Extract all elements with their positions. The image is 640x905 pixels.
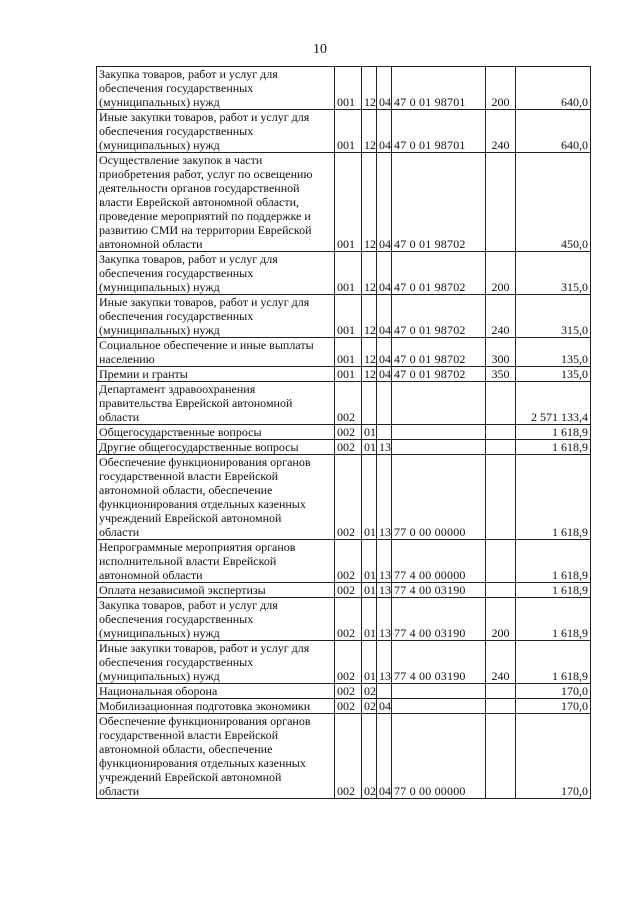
table-row (97, 153, 591, 252)
item-name-line: автономной области, обеспечение (99, 742, 273, 756)
cell-grbs: 002 (335, 598, 362, 641)
item-name-line: автономной области (99, 237, 203, 251)
cell-grbs: 002 (335, 440, 362, 455)
item-name-line: области (99, 525, 140, 539)
cell-item-name (97, 425, 335, 440)
cell-amount: 135,0 (516, 338, 591, 367)
cell-grbs: 001 (335, 252, 362, 295)
item-name-line: области (99, 410, 140, 424)
cell-amount: 1 618,9 (516, 540, 591, 583)
budget-table (96, 66, 591, 799)
cell-section: 12 (362, 67, 377, 110)
cell-section: 01 (362, 641, 377, 684)
cell-expense-type (486, 714, 516, 799)
item-name-line: функционирования отдельных казенных (99, 497, 306, 511)
table-row (97, 367, 591, 382)
budget-table-body (97, 67, 591, 799)
cell-target-article: 47 0 01 98702 (392, 153, 486, 252)
cell-target-article (392, 440, 486, 455)
cell-amount: 450,0 (516, 153, 591, 252)
table-row (97, 425, 591, 440)
item-name-line: обеспечения государственных (99, 655, 254, 669)
cell-item-name (97, 67, 335, 110)
table-row (97, 252, 591, 295)
item-name-line: (муниципальных) нужд (99, 669, 220, 683)
item-name-line: Обеспечение функционирования органов (99, 455, 311, 469)
cell-grbs: 002 (335, 455, 362, 540)
table-row (97, 67, 591, 110)
cell-item-name (97, 699, 335, 714)
item-name-line: государственной власти Еврейской (99, 469, 279, 483)
cell-expense-type: 240 (486, 641, 516, 684)
cell-section: 02 (362, 684, 377, 699)
cell-expense-type (486, 455, 516, 540)
item-name-line: Иные закупки товаров, работ и услуг для (99, 641, 310, 655)
cell-subsection: 04 (377, 110, 392, 153)
cell-section: 01 (362, 540, 377, 583)
cell-expense-type (486, 153, 516, 252)
cell-section: 01 (362, 598, 377, 641)
cell-expense-type: 350 (486, 367, 516, 382)
cell-target-article (392, 699, 486, 714)
item-name-line: обеспечения государственных (99, 81, 254, 95)
cell-target-article: 47 0 01 98702 (392, 295, 486, 338)
item-name-line: обеспечения государственных (99, 309, 254, 323)
item-name-line: (муниципальных) нужд (99, 95, 220, 109)
cell-grbs: 001 (335, 295, 362, 338)
cell-grbs: 002 (335, 641, 362, 684)
table-row (97, 684, 591, 699)
cell-amount: 170,0 (516, 699, 591, 714)
table-row (97, 110, 591, 153)
cell-amount: 2 571 133,4 (516, 382, 591, 425)
item-name-line: автономной области, обеспечение (99, 483, 273, 497)
cell-subsection: 04 (377, 699, 392, 714)
cell-target-article: 47 0 01 98702 (392, 252, 486, 295)
table-row (97, 338, 591, 367)
cell-grbs: 002 (335, 382, 362, 425)
cell-subsection: 04 (377, 67, 392, 110)
cell-subsection: 13 (377, 440, 392, 455)
cell-target-article: 47 0 01 98701 (392, 110, 486, 153)
item-name-line: автономной области (99, 568, 203, 582)
item-name-line: населению (99, 352, 155, 366)
cell-expense-type (486, 684, 516, 699)
cell-grbs: 001 (335, 67, 362, 110)
cell-grbs: 002 (335, 699, 362, 714)
cell-item-name (97, 540, 335, 583)
cell-amount: 1 618,9 (516, 455, 591, 540)
cell-grbs: 002 (335, 425, 362, 440)
item-name-line: проведение мероприятий по поддержке и (99, 209, 311, 223)
cell-section (362, 382, 377, 425)
cell-target-article: 77 0 00 00000 (392, 714, 486, 799)
item-name-line: Общегосударственные вопросы (99, 425, 262, 439)
cell-subsection (377, 382, 392, 425)
cell-target-article (392, 684, 486, 699)
cell-grbs: 002 (335, 684, 362, 699)
table-row (97, 641, 591, 684)
item-name-line: приобретения работ, услуг по освещению (99, 167, 313, 181)
table-row (97, 295, 591, 338)
cell-item-name (97, 295, 335, 338)
cell-item-name (97, 382, 335, 425)
cell-item-name (97, 455, 335, 540)
cell-expense-type (486, 382, 516, 425)
cell-subsection: 04 (377, 295, 392, 338)
cell-section: 12 (362, 338, 377, 367)
item-name-line: государственной власти Еврейской (99, 728, 279, 742)
item-name-line: Социальное обеспечение и иные выплаты (99, 338, 314, 352)
cell-grbs: 001 (335, 110, 362, 153)
cell-grbs: 001 (335, 338, 362, 367)
cell-expense-type: 300 (486, 338, 516, 367)
cell-amount: 1 618,9 (516, 440, 591, 455)
cell-section: 12 (362, 295, 377, 338)
table-row (97, 382, 591, 425)
cell-amount: 170,0 (516, 714, 591, 799)
item-name-line: обеспечения государственных (99, 266, 254, 280)
table-row (97, 440, 591, 455)
page-number: 10 (313, 42, 327, 57)
item-name-line: обеспечения государственных (99, 612, 254, 626)
item-name-line: Департамент здравоохранения (99, 382, 256, 396)
table-row (97, 714, 591, 799)
table-row (97, 598, 591, 641)
cell-target-article: 77 4 00 03190 (392, 641, 486, 684)
cell-section: 01 (362, 425, 377, 440)
item-name-line: Иные закупки товаров, работ и услуг для (99, 110, 310, 124)
cell-grbs: 002 (335, 540, 362, 583)
cell-amount: 1 618,9 (516, 641, 591, 684)
cell-amount: 315,0 (516, 295, 591, 338)
cell-target-article: 47 0 01 98702 (392, 367, 486, 382)
cell-expense-type (486, 440, 516, 455)
cell-section: 01 (362, 455, 377, 540)
item-name-line: развитию СМИ на территории Еврейской (99, 223, 312, 237)
cell-item-name (97, 110, 335, 153)
cell-target-article: 77 4 00 03190 (392, 583, 486, 598)
cell-expense-type: 240 (486, 295, 516, 338)
cell-subsection: 04 (377, 714, 392, 799)
cell-amount: 1 618,9 (516, 425, 591, 440)
cell-subsection: 13 (377, 598, 392, 641)
cell-expense-type: 200 (486, 598, 516, 641)
item-name-line: власти Еврейской автономной области, (99, 195, 300, 209)
cell-section: 01 (362, 440, 377, 455)
cell-item-name (97, 641, 335, 684)
cell-subsection: 13 (377, 540, 392, 583)
cell-section: 02 (362, 699, 377, 714)
cell-expense-type: 200 (486, 252, 516, 295)
cell-amount: 1 618,9 (516, 598, 591, 641)
item-name-line: (муниципальных) нужд (99, 626, 220, 640)
cell-subsection: 13 (377, 455, 392, 540)
item-name-line: Оплата независимой экспертизы (99, 583, 266, 597)
cell-target-article: 47 0 01 98702 (392, 338, 486, 367)
cell-subsection: 04 (377, 367, 392, 382)
cell-amount: 135,0 (516, 367, 591, 382)
cell-item-name (97, 598, 335, 641)
item-name-line: правительства Еврейской автономной (99, 396, 293, 410)
cell-item-name (97, 714, 335, 799)
table-row (97, 540, 591, 583)
cell-grbs: 002 (335, 583, 362, 598)
item-name-line: Иные закупки товаров, работ и услуг для (99, 295, 310, 309)
cell-item-name (97, 338, 335, 367)
cell-subsection: 04 (377, 153, 392, 252)
cell-section: 12 (362, 153, 377, 252)
item-name-line: Премии и гранты (99, 367, 188, 381)
item-name-line: (муниципальных) нужд (99, 280, 220, 294)
cell-item-name (97, 684, 335, 699)
cell-amount: 315,0 (516, 252, 591, 295)
cell-target-article: 47 0 01 98701 (392, 67, 486, 110)
item-name-line: исполнительной власти Еврейской (99, 554, 277, 568)
cell-amount: 640,0 (516, 67, 591, 110)
item-name-line: (муниципальных) нужд (99, 138, 220, 152)
item-name-line: функционирования отдельных казенных (99, 756, 306, 770)
cell-item-name (97, 367, 335, 382)
cell-grbs: 002 (335, 714, 362, 799)
cell-grbs: 001 (335, 367, 362, 382)
cell-subsection: 13 (377, 583, 392, 598)
item-name-line: учреждений Еврейской автономной (99, 770, 282, 784)
cell-expense-type (486, 540, 516, 583)
item-name-line: Закупка товаров, работ и услуг для (99, 67, 278, 81)
cell-subsection: 04 (377, 252, 392, 295)
item-name-line: Национальная оборона (99, 684, 218, 698)
cell-item-name (97, 440, 335, 455)
cell-amount: 170,0 (516, 684, 591, 699)
cell-expense-type: 240 (486, 110, 516, 153)
cell-item-name (97, 583, 335, 598)
table-row (97, 699, 591, 714)
cell-section: 12 (362, 252, 377, 295)
item-name-line: деятельности органов государственной (99, 181, 300, 195)
item-name-line: Другие общегосударственные вопросы (99, 440, 299, 454)
item-name-line: Мобилизационная подготовка экономики (99, 699, 311, 713)
cell-section: 12 (362, 367, 377, 382)
table-row (97, 583, 591, 598)
item-name-line: учреждений Еврейской автономной (99, 511, 282, 525)
cell-target-article (392, 425, 486, 440)
cell-expense-type (486, 425, 516, 440)
cell-item-name (97, 153, 335, 252)
item-name-line: Обеспечение функционирования органов (99, 714, 311, 728)
cell-expense-type (486, 699, 516, 714)
cell-section: 12 (362, 110, 377, 153)
item-name-line: обеспечения государственных (99, 124, 254, 138)
cell-amount: 1 618,9 (516, 583, 591, 598)
cell-target-article (392, 382, 486, 425)
cell-grbs: 001 (335, 153, 362, 252)
cell-section: 02 (362, 714, 377, 799)
item-name-line: области (99, 784, 140, 798)
item-name-line: Закупка товаров, работ и услуг для (99, 252, 278, 266)
cell-subsection: 04 (377, 338, 392, 367)
cell-expense-type (486, 583, 516, 598)
item-name-line: Непрограммные мероприятия органов (99, 540, 296, 554)
cell-subsection: 13 (377, 641, 392, 684)
cell-target-article: 77 4 00 00000 (392, 540, 486, 583)
cell-item-name (97, 252, 335, 295)
item-name-line: (муниципальных) нужд (99, 323, 220, 337)
item-name-line: Закупка товаров, работ и услуг для (99, 598, 278, 612)
table-row (97, 455, 591, 540)
cell-amount: 640,0 (516, 110, 591, 153)
cell-expense-type: 200 (486, 67, 516, 110)
cell-target-article: 77 0 00 00000 (392, 455, 486, 540)
item-name-line: Осуществление закупок в части (99, 153, 263, 167)
cell-target-article: 77 4 00 03190 (392, 598, 486, 641)
cell-subsection (377, 425, 392, 440)
cell-subsection (377, 684, 392, 699)
cell-section: 01 (362, 583, 377, 598)
